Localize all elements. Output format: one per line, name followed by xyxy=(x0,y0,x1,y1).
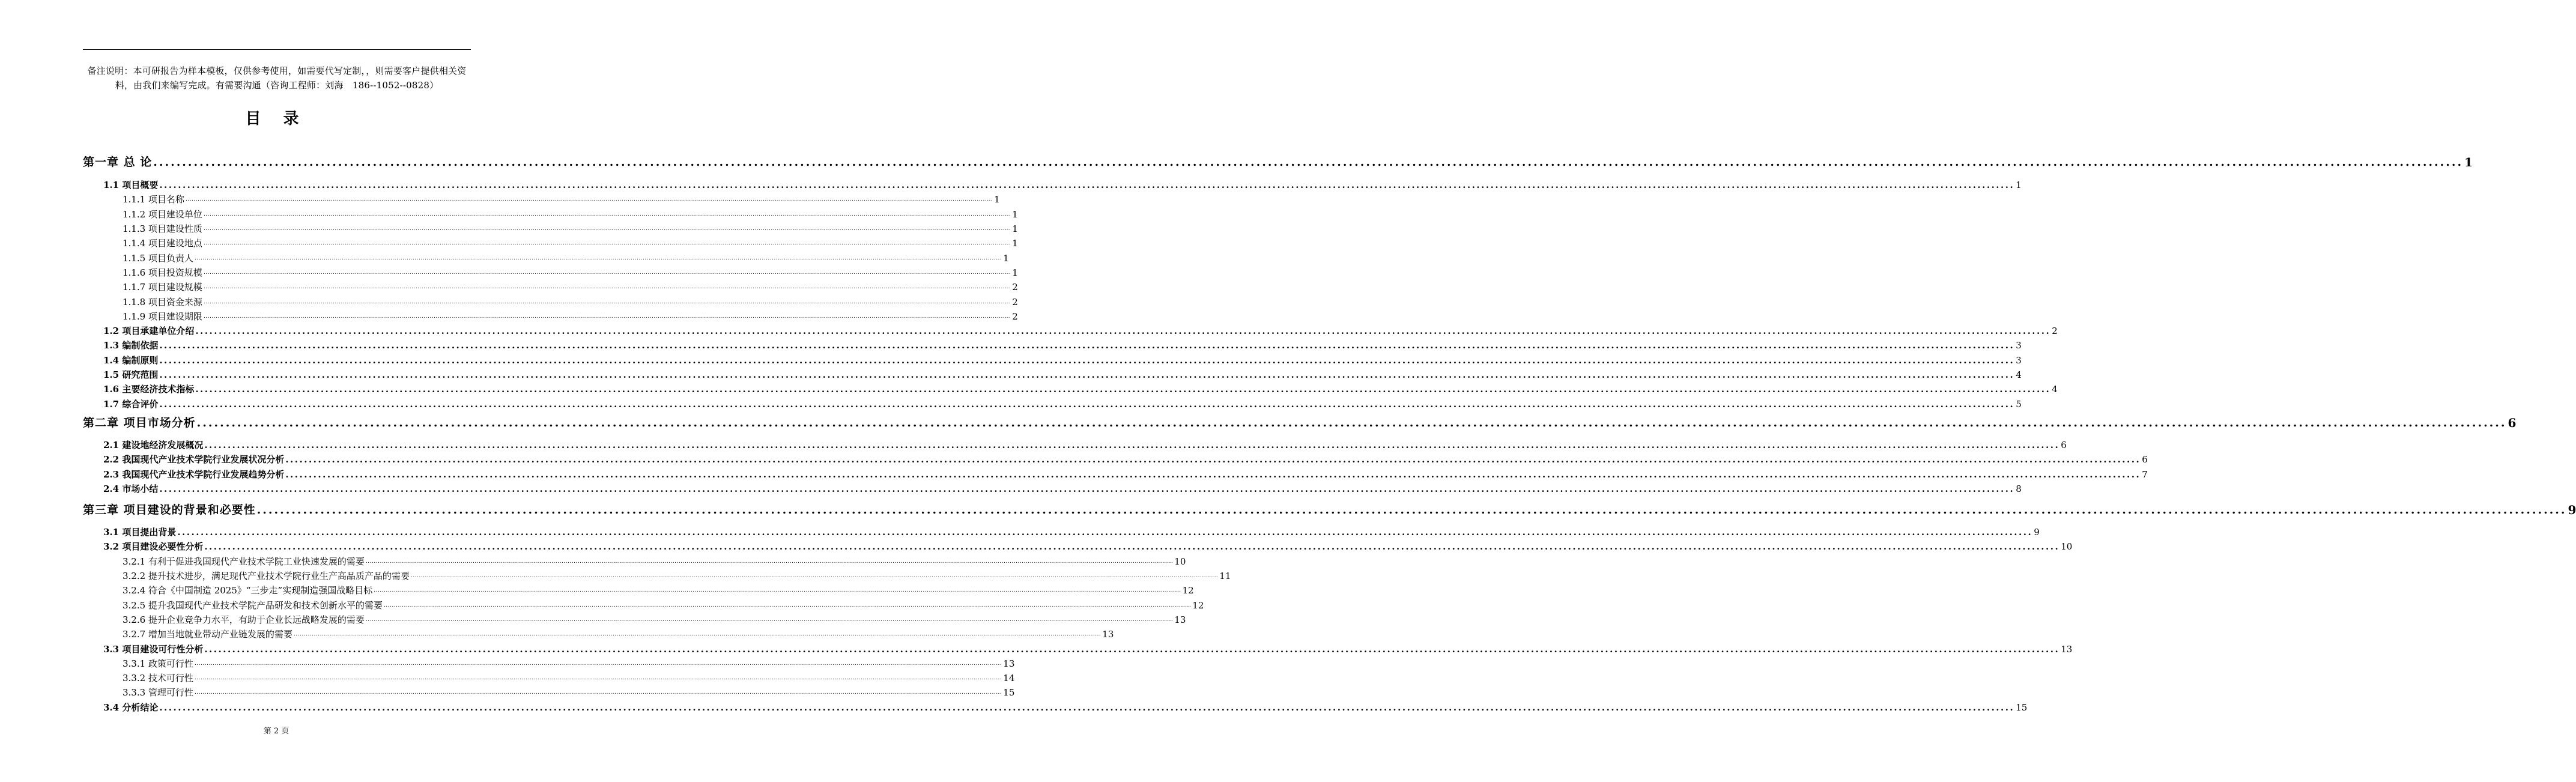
toc-entry-label: 3.3.2 技术可行性 xyxy=(123,673,193,683)
toc-entry-page: 14 xyxy=(1003,673,1015,683)
toc-dot-leader: ................................................................................................................................................................................................................................................................................................................................................................................................................ xyxy=(374,587,1181,593)
toc-entry-page: 9 xyxy=(2568,503,2576,517)
toc-dot-leader: ................................................................................................................................................................................................................................................................................................................................................................................................................ xyxy=(203,314,1011,320)
toc-entry-level3[interactable] xyxy=(123,627,1114,641)
toc-entry-level2[interactable] xyxy=(103,467,2148,482)
toc-entry-level3[interactable] xyxy=(123,569,1231,583)
toc-dot-leader: ................................................................................................................................................................................................................................................................................................................................................................................................................ xyxy=(194,690,1002,696)
toc-dot-leader: ................................................................................................................................................................................................................................................................................................................................................................................................................ xyxy=(365,559,1174,565)
toc-entry-label: 1.6 主要经济技术指标 xyxy=(103,384,195,395)
toc-entry-label: 3.3.3 管理可行性 xyxy=(123,687,193,698)
toc-entry-page: 10 xyxy=(2061,541,2073,552)
toc-entry-level2[interactable] xyxy=(103,397,2022,411)
toc-entry-label: 1.1.6 项目投资规模 xyxy=(123,267,202,278)
toc-entry-page: 1 xyxy=(1012,223,1018,234)
toc-entry-level3[interactable] xyxy=(123,685,1015,700)
toc-entry-label: 1.2 项目承建单位介绍 xyxy=(103,326,195,336)
toc-entry-label: 1.1 项目概要 xyxy=(103,180,159,190)
toc-entry-level2[interactable] xyxy=(103,353,2022,368)
toc-dot-leader: ................................................................................................................................................................................................................................................................................................................................................................................................................ xyxy=(203,240,1011,246)
toc-entry-level3[interactable] xyxy=(123,671,1015,685)
toc-entry-page: 6 xyxy=(2508,416,2517,430)
toc-entry-label: 1.3 编制依据 xyxy=(103,340,159,351)
toc-entry-label: 3.2.6 提升企业竞争力水平，有助于企业长远战略发展的需要 xyxy=(123,614,365,625)
toc-entry-page: 13 xyxy=(2061,644,2073,655)
toc-entry-label: 3.2.7 增加当地就业带动产业链发展的需要 xyxy=(123,629,292,640)
toc-entry-label: 1.1.3 项目建设性质 xyxy=(123,223,202,234)
toc-entry-level3[interactable] xyxy=(123,265,1018,280)
toc-entry-page: 15 xyxy=(1003,687,1015,698)
toc-entry-level2[interactable] xyxy=(103,525,2040,539)
toc-entry-label: 1.5 研究范围 xyxy=(103,369,159,380)
toc-entry-page: 4 xyxy=(2052,384,2058,395)
toc-entry-page: 1 xyxy=(1012,209,1018,220)
toc-entry-label: 3.3 项目建设可行性分析 xyxy=(103,644,204,655)
toc-entry-page: 15 xyxy=(2016,702,2028,713)
toc-entry-page: 11 xyxy=(1219,571,1231,581)
toc-entry-level2[interactable] xyxy=(103,324,2058,338)
toc-entry-level2[interactable] xyxy=(103,438,2067,452)
toc-entry-level2[interactable] xyxy=(103,642,2073,656)
toc-dot-leader: ................................................................................................................................................................................................................................................................................................................................................................................................................ xyxy=(285,454,2141,465)
toc-dot-leader: ................................................................................................................................................................................................................................................................................................................................................................................................................ xyxy=(204,644,2060,655)
toc-entry-level3[interactable] xyxy=(123,583,1194,598)
toc-entry-page: 1 xyxy=(994,194,1000,205)
toc-dot-leader: ................................................................................................................................................................................................................................................................................................................................................................................................................ xyxy=(203,211,1011,217)
header-rule xyxy=(83,49,471,50)
toc-dot-leader: ................................................................................................................................................................................................................................................................................................................................................................................................................ xyxy=(204,541,2060,552)
toc-entry-level3[interactable] xyxy=(123,598,1204,613)
toc-entry-level2[interactable] xyxy=(103,382,2058,396)
toc-entry-label: 第一章 总 论 xyxy=(83,156,153,169)
toc-entry-level3[interactable] xyxy=(123,280,1018,294)
toc-entry-page: 10 xyxy=(1174,556,1186,567)
toc-entry-label: 3.2 项目建设必要性分析 xyxy=(103,541,204,552)
toc-entry-page: 1 xyxy=(1012,238,1018,249)
toc-entry-page: 2 xyxy=(1012,311,1018,322)
toc-entry-level3[interactable] xyxy=(123,192,1000,207)
toc-dot-leader: ................................................................................................................................................................................................................................................................................................................................................................................................................ xyxy=(203,299,1011,305)
toc-entry-label: 3.4 分析结论 xyxy=(103,702,159,713)
toc-dot-leader: ................................................................................................................................................................................................................................................................................................................................................................................................................ xyxy=(195,384,2051,395)
toc-entry-level3[interactable] xyxy=(123,554,1186,569)
toc-dot-leader: ................................................................................................................................................................................................................................................................................................................................................................................................................ xyxy=(195,326,2051,336)
toc-entry-level2[interactable] xyxy=(103,178,2022,192)
toc-entry-page: 13 xyxy=(1102,629,1114,640)
toc-entry-page: 7 xyxy=(2142,469,2148,480)
toc-dot-leader: ................................................................................................................................................................................................................................................................................................................................................................................................................ xyxy=(159,483,2015,494)
toc-entry-page: 3 xyxy=(2016,340,2022,351)
toc-entry-page: 13 xyxy=(1003,658,1015,669)
toc-entry-page: 2 xyxy=(1012,282,1018,292)
toc-entry-label: 第三章 项目建设的背景和必要性 xyxy=(83,503,256,517)
toc-dot-leader: ................................................................................................................................................................................................................................................................................................................................................................................................................ xyxy=(153,156,2464,169)
toc-dot-leader: ................................................................................................................................................................................................................................................................................................................................................................................................................ xyxy=(204,440,2060,450)
toc-entry-page: 9 xyxy=(2034,527,2040,538)
toc-entry-level2[interactable] xyxy=(103,539,2073,554)
toc-entry-label: 1.1.1 项目名称 xyxy=(123,194,184,205)
toc-entry-level1[interactable] xyxy=(83,501,2576,519)
toc-entry-label: 3.3.1 政策可行性 xyxy=(123,658,193,669)
toc-dot-leader: ................................................................................................................................................................................................................................................................................................................................................................................................................ xyxy=(365,617,1174,623)
toc-dot-leader: ................................................................................................................................................................................................................................................................................................................................................................................................................ xyxy=(256,503,2567,517)
toc-dot-leader: ................................................................................................................................................................................................................................................................................................................................................................................................................ xyxy=(159,340,2015,351)
toc-entry-level2[interactable] xyxy=(103,368,2022,382)
toc-entry-level2[interactable] xyxy=(103,338,2022,353)
toc-entry-label: 3.1 项目提出背景 xyxy=(103,527,177,538)
toc-entry-level3[interactable] xyxy=(123,207,1018,222)
toc-entry-label: 1.1.5 项目负责人 xyxy=(123,253,193,264)
toc-entry-page: 12 xyxy=(1192,600,1204,611)
toc-entry-label: 1.1.2 项目建设单位 xyxy=(123,209,202,220)
toc-entry-label: 1.1.9 项目建设期限 xyxy=(123,311,202,322)
toc-entry-level3[interactable] xyxy=(123,236,1018,250)
toc-entry-page: 1 xyxy=(1003,253,1009,264)
toc-dot-leader: ................................................................................................................................................................................................................................................................................................................................................................................................................ xyxy=(285,469,2141,480)
toc-entry-label: 2.2 我国现代产业技术学院行业发展状况分析 xyxy=(103,454,285,465)
toc-entry-label: 2.1 建设地经济发展概况 xyxy=(103,440,204,450)
toc-dot-leader: ................................................................................................................................................................................................................................................................................................................................................................................................................ xyxy=(159,369,2015,380)
toc-dot-leader: ................................................................................................................................................................................................................................................................................................................................................................................................................ xyxy=(194,661,1002,667)
toc-entry-label: 1.1.8 项目资金来源 xyxy=(123,297,202,308)
toc-entry-page: 6 xyxy=(2142,454,2148,465)
toc-dot-leader: ................................................................................................................................................................................................................................................................................................................................................................................................................ xyxy=(203,270,1011,276)
toc-entry-level1[interactable] xyxy=(83,414,2517,432)
toc-entry-label: 3.2.4 符合《中国制造 2025》“三步走”实现制造强国战略目标 xyxy=(123,585,373,596)
toc-entry-label: 1.1.7 项目建设规模 xyxy=(123,282,202,292)
toc-dot-leader: ................................................................................................................................................................................................................................................................................................................................................................................................................ xyxy=(159,702,2015,713)
disclaimer-note: 备注说明：本可研报告为样本模板，仅供参考使用，如需要代写定制，，则需要客户提供相关资料，由我们来编写完成。有需要沟通（咨询工程师：刘海 186--1052--0828） xyxy=(87,65,467,91)
toc-entry-label: 第二章 项目市场分析 xyxy=(83,416,196,429)
toc-dot-leader: ................................................................................................................................................................................................................................................................................................................................................................................................................ xyxy=(194,675,1002,681)
toc-entry-label: 2.3 我国现代产业技术学院行业发展趋势分析 xyxy=(103,469,285,480)
toc-entry-level3[interactable] xyxy=(123,295,1018,309)
toc-dot-leader: ................................................................................................................................................................................................................................................................................................................................................................................................................ xyxy=(159,355,2015,366)
toc-entry-page: 1 xyxy=(2464,155,2473,169)
toc-dot-leader: ................................................................................................................................................................................................................................................................................................................................................................................................................ xyxy=(159,180,2015,190)
toc-entry-label: 1.7 综合评价 xyxy=(103,399,159,410)
toc-dot-leader: ................................................................................................................................................................................................................................................................................................................................................................................................................ xyxy=(410,573,1219,579)
toc-dot-leader: ................................................................................................................................................................................................................................................................................................................................................................................................................ xyxy=(383,602,1192,608)
toc-dot-leader: ................................................................................................................................................................................................................................................................................................................................................................................................................ xyxy=(203,226,1011,232)
toc-entry-label: 3.2.1 有利于促进我国现代产业技术学院工业快速发展的需要 xyxy=(123,556,365,567)
toc-entry-level3[interactable] xyxy=(123,613,1186,627)
toc-entry-level3[interactable] xyxy=(123,656,1015,671)
toc-dot-leader: ................................................................................................................................................................................................................................................................................................................................................................................................................ xyxy=(159,399,2015,410)
toc-dot-leader: ................................................................................................................................................................................................................................................................................................................................................................................................................ xyxy=(196,416,2507,429)
toc-entry-page: 6 xyxy=(2061,440,2067,450)
toc-entry-page: 8 xyxy=(2016,483,2022,494)
toc-dot-leader: ................................................................................................................................................................................................................................................................................................................................................................................................................ xyxy=(177,527,2033,538)
toc-entry-page: 2 xyxy=(1012,297,1018,308)
toc-entry-level2[interactable] xyxy=(103,482,2022,496)
toc-entry-level1[interactable] xyxy=(83,153,2473,171)
toc-entry-level3[interactable] xyxy=(123,309,1018,324)
toc-entry-label: 1.1.4 项目建设地点 xyxy=(123,238,202,249)
toc-dot-leader: ................................................................................................................................................................................................................................................................................................................................................................................................................ xyxy=(194,255,1002,261)
toc-dot-leader: ................................................................................................................................................................................................................................................................................................................................................................................................................ xyxy=(185,196,993,202)
toc-entry-page: 5 xyxy=(2016,399,2022,410)
toc-entry-page: 3 xyxy=(2016,355,2022,366)
toc-entry-page: 1 xyxy=(2016,180,2022,190)
toc-entry-level3[interactable] xyxy=(123,222,1018,236)
toc-entry-page: 12 xyxy=(1182,585,1194,596)
toc-entry-level3[interactable] xyxy=(123,251,1009,265)
toc-entry-page: 4 xyxy=(2016,369,2022,380)
toc-dot-leader: ................................................................................................................................................................................................................................................................................................................................................................................................................ xyxy=(293,631,1102,637)
toc-entry-label: 2.4 市场小结 xyxy=(103,483,159,494)
toc-entry-label: 3.2.2 提升技术进步，满足现代产业技术学院行业生产高品质产品的需要 xyxy=(123,571,410,581)
toc-dot-leader: ................................................................................................................................................................................................................................................................................................................................................................................................................ xyxy=(203,284,1011,290)
page-number-footer: 第 2 页 xyxy=(263,727,289,736)
toc-entry-label: 1.4 编制原则 xyxy=(103,355,159,366)
page-title: 目 录 xyxy=(245,110,308,128)
toc-entry-label: 3.2.5 提升我国现代产业技术学院产品研发和技术创新水平的需要 xyxy=(123,600,383,611)
toc-entry-page: 2 xyxy=(2052,326,2058,336)
toc-entry-page: 1 xyxy=(1012,267,1018,278)
toc-entry-level2[interactable] xyxy=(103,452,2148,467)
toc-entry-page: 13 xyxy=(1174,614,1186,625)
toc-entry-level2[interactable] xyxy=(103,700,2028,715)
